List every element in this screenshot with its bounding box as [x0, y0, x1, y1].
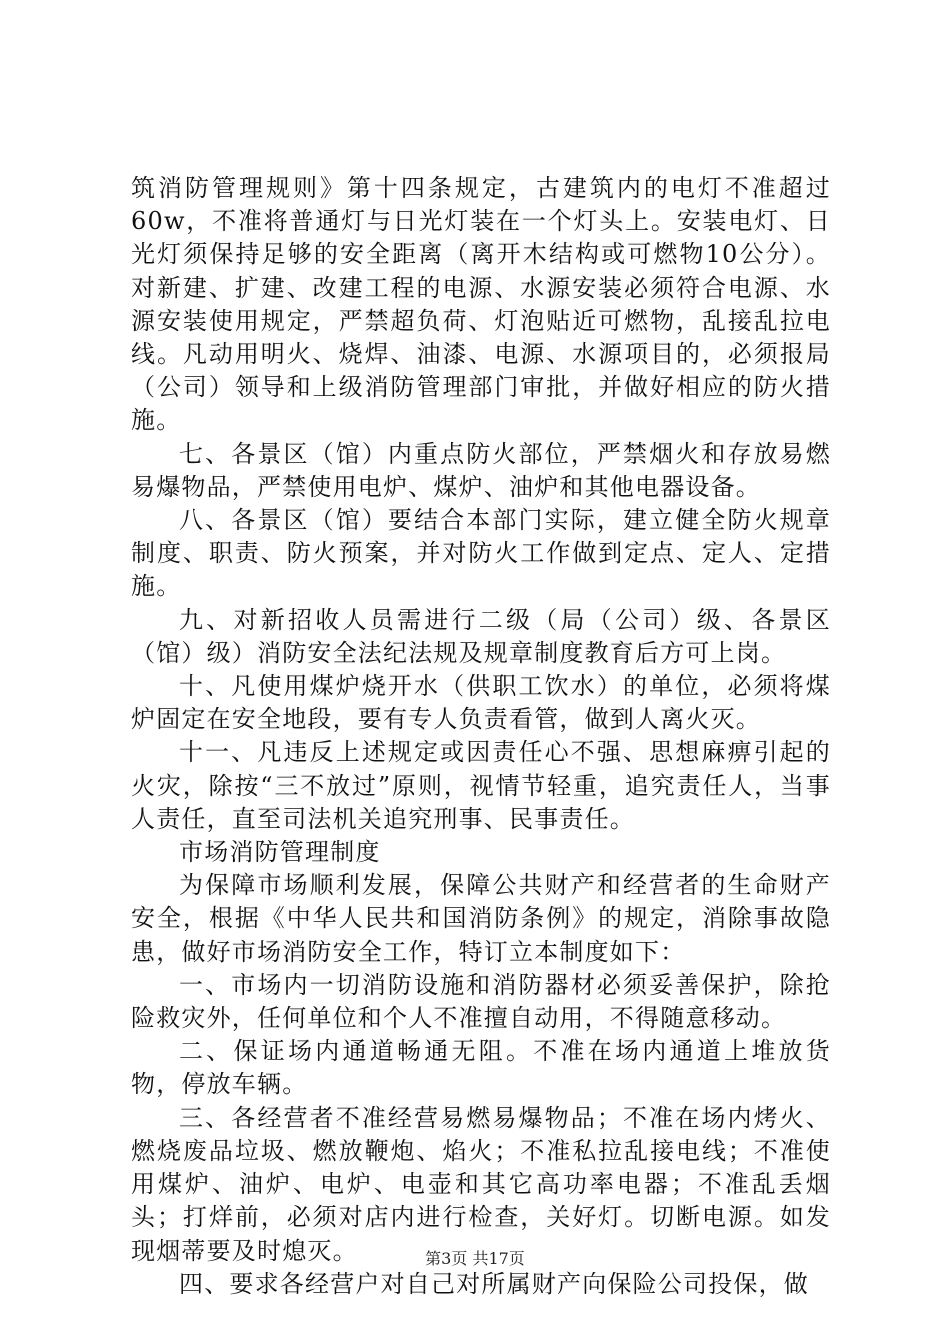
paragraph-11: 三、各经营者不准经营易燃易爆物品；不准在场内烤火、燃烧废品垃圾、燃放鞭炮、焰火；不准私拉乱接电线；不准使用煤炉、油炉、电炉、电壶和其它高功率电器；不准乱丢烟头；打烊前，必须对店内进行检查，关好灯。切断电源。如发现烟蒂要及时熄灭。 — [131, 1103, 831, 1265]
section-heading: 市场消防管理制度 — [179, 838, 381, 867]
paragraph-2: 七、各景区（馆）内重点防火部位，严禁烟火和存放易燃易爆物品，严禁使用电炉、煤炉、油炉和其他电器设备。 — [131, 439, 831, 501]
paragraph-8: 为保障市场顺利发展，保障公共财产和经营者的生命财产安全，根据《中华人民共和国消防条例》的规定，消除事故隐患，做好市场消防安全工作，特订立本制度如下： — [131, 871, 831, 966]
paragraph-12: 四、要求各经营户对自己对所属财产向保险公司投保，做 — [179, 1269, 809, 1298]
paragraph-6: 十一、凡违反上述规定或因责任心不强、思想麻痹引起的火灾，除按“三不放过”原则，视情节轻重，追究责任人，当事人责任，直至司法机关追究刑事、民事责任。 — [131, 738, 831, 833]
paragraph-10: 二、保证场内通道畅通无阻。不准在场内通道上堆放货物，停放车辆。 — [131, 1037, 831, 1099]
paragraph-4: 九、对新招收人员需进行二级（局（公司）级、各景区（馆）级）消防安全法纪法规及规章制度教育后方可上岗。 — [131, 605, 831, 667]
page-number: 第3页 共17页 — [425, 1249, 525, 1268]
page-footer — [0, 1246, 950, 1269]
paragraph-1: 筑消防管理规则》第十四条规定，古建筑内的电灯不准超过60w，不准将普通灯与日光灯装在一个灯头上。安装电灯、日光灯须保持足够的安全距离（离开木结构或可燃物10公分）。对新建、扩建、改建工程的电源、水源安装必须符合电源、水源安装使用规定，严禁超负荷、灯泡贴近可燃物，乱接乱拉电线。凡动用明火、烧焊、油漆、电源、水源项目的，必须报局（公司）领导和上级消防管理部门审批，并做好相应的防火措施。 — [131, 174, 831, 435]
document-body — [131, 172, 831, 1301]
paragraph-5: 十、凡使用煤炉烧开水（供职工饮水）的单位，必须将煤炉固定在安全地段，要有专人负责看管，做到人离火灭。 — [131, 672, 831, 734]
paragraph-3: 八、各景区（馆）要结合本部门实际，建立健全防火规章制度、职责、防火预案，并对防火工作做到定点、定人、定措施。 — [131, 506, 831, 601]
paragraph-9: 一、市场内一切消防设施和消防器材必须妥善保护，除抢险救灾外，任何单位和个人不准擅自动用，不得随意移动。 — [131, 970, 831, 1033]
